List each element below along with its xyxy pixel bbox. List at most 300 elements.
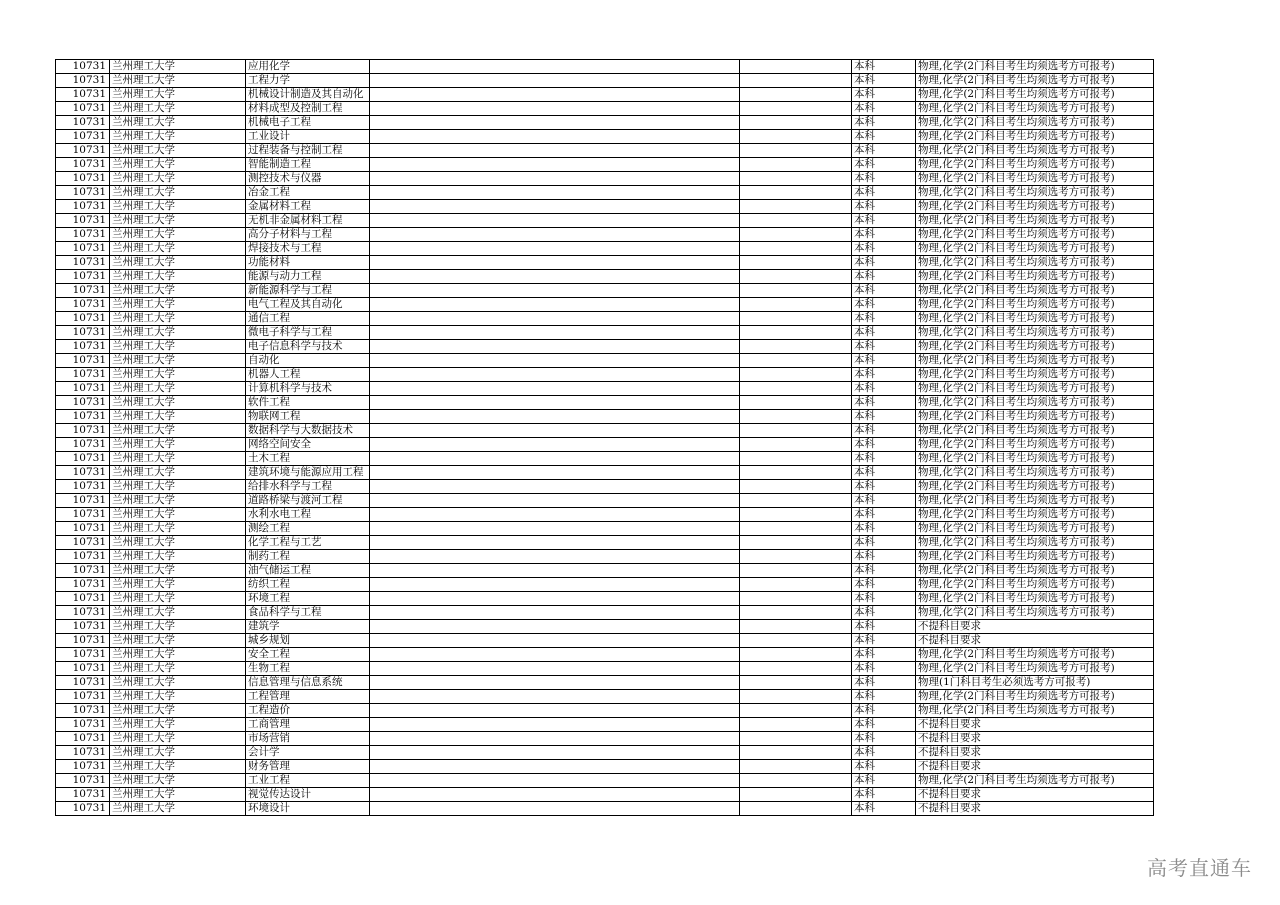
education-level-cell: 本科 xyxy=(852,312,916,326)
table-row xyxy=(56,326,1154,340)
education-level-cell: 本科 xyxy=(852,158,916,172)
empty-cell xyxy=(370,676,740,690)
education-level-cell: 本科 xyxy=(852,508,916,522)
school-code-cell: 10731 xyxy=(56,396,110,410)
subject-requirement-cell: 物理,化学(2门科目考生均须选考方可报考) xyxy=(916,214,1154,228)
school-code-cell: 10731 xyxy=(56,256,110,270)
empty-cell xyxy=(370,256,740,270)
subject-requirement-cell: 物理,化学(2门科目考生均须选考方可报考) xyxy=(916,438,1154,452)
subject-requirement-cell: 物理,化学(2门科目考生均须选考方可报考) xyxy=(916,298,1154,312)
table-row xyxy=(56,130,1154,144)
table-row xyxy=(56,284,1154,298)
subject-requirement-cell: 物理,化学(2门科目考生均须选考方可报考) xyxy=(916,606,1154,620)
empty-cell xyxy=(370,158,740,172)
empty-cell xyxy=(370,130,740,144)
table-row xyxy=(56,606,1154,620)
school-name-cell: 兰州理工大学 xyxy=(110,326,246,340)
table-row xyxy=(56,578,1154,592)
empty-cell xyxy=(740,242,852,256)
major-name-cell: 工商管理 xyxy=(246,718,370,732)
education-level-cell: 本科 xyxy=(852,690,916,704)
major-name-cell: 环境设计 xyxy=(246,802,370,816)
empty-cell xyxy=(370,480,740,494)
major-name-cell: 软件工程 xyxy=(246,396,370,410)
empty-cell xyxy=(740,592,852,606)
empty-cell xyxy=(370,172,740,186)
school-name-cell: 兰州理工大学 xyxy=(110,186,246,200)
education-level-cell: 本科 xyxy=(852,410,916,424)
education-level-cell: 本科 xyxy=(852,102,916,116)
subject-requirement-cell: 物理,化学(2门科目考生均须选考方可报考) xyxy=(916,158,1154,172)
table-row xyxy=(56,382,1154,396)
education-level-cell: 本科 xyxy=(852,284,916,298)
school-code-cell: 10731 xyxy=(56,312,110,326)
school-name-cell: 兰州理工大学 xyxy=(110,732,246,746)
school-code-cell: 10731 xyxy=(56,228,110,242)
subject-requirement-cell: 不提科目要求 xyxy=(916,746,1154,760)
table-row xyxy=(56,480,1154,494)
empty-cell xyxy=(740,200,852,214)
table-body xyxy=(56,60,1154,816)
school-code-cell: 10731 xyxy=(56,340,110,354)
school-code-cell: 10731 xyxy=(56,270,110,284)
empty-cell xyxy=(370,466,740,480)
school-code-cell: 10731 xyxy=(56,746,110,760)
education-level-cell: 本科 xyxy=(852,466,916,480)
school-name-cell: 兰州理工大学 xyxy=(110,578,246,592)
subject-requirement-cell: 物理,化学(2门科目考生均须选考方可报考) xyxy=(916,256,1154,270)
empty-cell xyxy=(370,788,740,802)
table-row xyxy=(56,312,1154,326)
school-code-cell: 10731 xyxy=(56,242,110,256)
education-level-cell: 本科 xyxy=(852,88,916,102)
education-level-cell: 本科 xyxy=(852,326,916,340)
subject-requirement-cell: 物理,化学(2门科目考生均须选考方可报考) xyxy=(916,662,1154,676)
major-name-cell: 财务管理 xyxy=(246,760,370,774)
subject-requirement-cell: 物理,化学(2门科目考生均须选考方可报考) xyxy=(916,200,1154,214)
education-level-cell: 本科 xyxy=(852,60,916,74)
empty-cell xyxy=(370,284,740,298)
empty-cell xyxy=(740,564,852,578)
school-name-cell: 兰州理工大学 xyxy=(110,144,246,158)
table-row xyxy=(56,340,1154,354)
empty-cell xyxy=(740,550,852,564)
school-name-cell: 兰州理工大学 xyxy=(110,704,246,718)
major-name-cell: 道路桥梁与渡河工程 xyxy=(246,494,370,508)
school-code-cell: 10731 xyxy=(56,130,110,144)
empty-cell xyxy=(370,270,740,284)
major-name-cell: 城乡规划 xyxy=(246,634,370,648)
empty-cell xyxy=(740,466,852,480)
school-code-cell: 10731 xyxy=(56,704,110,718)
school-name-cell: 兰州理工大学 xyxy=(110,270,246,284)
education-level-cell: 本科 xyxy=(852,480,916,494)
school-name-cell: 兰州理工大学 xyxy=(110,760,246,774)
school-name-cell: 兰州理工大学 xyxy=(110,382,246,396)
subject-requirement-cell: 物理,化学(2门科目考生均须选考方可报考) xyxy=(916,564,1154,578)
subject-requirement-cell: 物理,化学(2门科目考生均须选考方可报考) xyxy=(916,410,1154,424)
school-name-cell: 兰州理工大学 xyxy=(110,312,246,326)
school-code-cell: 10731 xyxy=(56,186,110,200)
school-code-cell: 10731 xyxy=(56,382,110,396)
subject-requirement-cell: 物理,化学(2门科目考生均须选考方可报考) xyxy=(916,144,1154,158)
major-name-cell: 建筑学 xyxy=(246,620,370,634)
education-level-cell: 本科 xyxy=(852,396,916,410)
school-name-cell: 兰州理工大学 xyxy=(110,452,246,466)
school-name-cell: 兰州理工大学 xyxy=(110,284,246,298)
table-row xyxy=(56,228,1154,242)
school-name-cell: 兰州理工大学 xyxy=(110,438,246,452)
subject-requirement-cell: 不提科目要求 xyxy=(916,788,1154,802)
school-code-cell: 10731 xyxy=(56,424,110,438)
table-row xyxy=(56,242,1154,256)
school-code-cell: 10731 xyxy=(56,802,110,816)
education-level-cell: 本科 xyxy=(852,144,916,158)
empty-cell xyxy=(370,382,740,396)
empty-cell xyxy=(370,200,740,214)
school-code-cell: 10731 xyxy=(56,718,110,732)
school-code-cell: 10731 xyxy=(56,564,110,578)
school-code-cell: 10731 xyxy=(56,550,110,564)
school-name-cell: 兰州理工大学 xyxy=(110,592,246,606)
school-code-cell: 10731 xyxy=(56,200,110,214)
empty-cell xyxy=(740,284,852,298)
school-code-cell: 10731 xyxy=(56,662,110,676)
school-code-cell: 10731 xyxy=(56,774,110,788)
school-name-cell: 兰州理工大学 xyxy=(110,718,246,732)
education-level-cell: 本科 xyxy=(852,634,916,648)
education-level-cell: 本科 xyxy=(852,662,916,676)
education-level-cell: 本科 xyxy=(852,382,916,396)
table-row xyxy=(56,662,1154,676)
empty-cell xyxy=(740,718,852,732)
empty-cell xyxy=(370,564,740,578)
subject-requirement-cell: 物理,化学(2门科目考生均须选考方可报考) xyxy=(916,494,1154,508)
subject-requirement-cell: 物理,化学(2门科目考生均须选考方可报考) xyxy=(916,704,1154,718)
education-level-cell: 本科 xyxy=(852,732,916,746)
empty-cell xyxy=(740,270,852,284)
major-name-cell: 纺织工程 xyxy=(246,578,370,592)
education-level-cell: 本科 xyxy=(852,270,916,284)
school-name-cell: 兰州理工大学 xyxy=(110,606,246,620)
education-level-cell: 本科 xyxy=(852,774,916,788)
school-name-cell: 兰州理工大学 xyxy=(110,466,246,480)
empty-cell xyxy=(370,648,740,662)
major-name-cell: 生物工程 xyxy=(246,662,370,676)
empty-cell xyxy=(370,144,740,158)
subject-requirement-cell: 物理,化学(2门科目考生均须选考方可报考) xyxy=(916,74,1154,88)
empty-cell xyxy=(740,74,852,88)
table-row xyxy=(56,788,1154,802)
education-level-cell: 本科 xyxy=(852,676,916,690)
major-name-cell: 环境工程 xyxy=(246,592,370,606)
subject-requirement-cell: 物理,化学(2门科目考生均须选考方可报考) xyxy=(916,326,1154,340)
school-code-cell: 10731 xyxy=(56,732,110,746)
empty-cell xyxy=(370,746,740,760)
subject-requirement-cell: 物理,化学(2门科目考生均须选考方可报考) xyxy=(916,242,1154,256)
empty-cell xyxy=(740,452,852,466)
school-code-cell: 10731 xyxy=(56,172,110,186)
school-code-cell: 10731 xyxy=(56,438,110,452)
education-level-cell: 本科 xyxy=(852,802,916,816)
empty-cell xyxy=(740,662,852,676)
empty-cell xyxy=(740,578,852,592)
empty-cell xyxy=(370,452,740,466)
subject-requirement-cell: 不提科目要求 xyxy=(916,732,1154,746)
school-code-cell: 10731 xyxy=(56,648,110,662)
table-row xyxy=(56,172,1154,186)
empty-cell xyxy=(370,494,740,508)
table-row xyxy=(56,466,1154,480)
empty-cell xyxy=(740,214,852,228)
table-row xyxy=(56,424,1154,438)
education-level-cell: 本科 xyxy=(852,214,916,228)
empty-cell xyxy=(370,718,740,732)
school-code-cell: 10731 xyxy=(56,522,110,536)
table-row xyxy=(56,718,1154,732)
empty-cell xyxy=(740,130,852,144)
school-code-cell: 10731 xyxy=(56,368,110,382)
education-level-cell: 本科 xyxy=(852,200,916,214)
school-code-cell: 10731 xyxy=(56,452,110,466)
education-level-cell: 本科 xyxy=(852,438,916,452)
table-row xyxy=(56,158,1154,172)
school-code-cell: 10731 xyxy=(56,690,110,704)
empty-cell xyxy=(740,620,852,634)
major-name-cell: 物联网工程 xyxy=(246,410,370,424)
empty-cell xyxy=(370,214,740,228)
empty-cell xyxy=(370,438,740,452)
major-name-cell: 智能制造工程 xyxy=(246,158,370,172)
table-row xyxy=(56,592,1154,606)
subject-requirement-cell: 物理,化学(2门科目考生均须选考方可报考) xyxy=(916,186,1154,200)
subject-requirement-cell: 物理,化学(2门科目考生均须选考方可报考) xyxy=(916,102,1154,116)
empty-cell xyxy=(370,298,740,312)
subject-requirement-cell: 物理(1门科目考生必须选考方可报考) xyxy=(916,676,1154,690)
major-name-cell: 焊接技术与工程 xyxy=(246,242,370,256)
major-name-cell: 工业工程 xyxy=(246,774,370,788)
education-level-cell: 本科 xyxy=(852,340,916,354)
subject-requirement-cell: 物理,化学(2门科目考生均须选考方可报考) xyxy=(916,340,1154,354)
table-row xyxy=(56,746,1154,760)
major-name-cell: 安全工程 xyxy=(246,648,370,662)
school-code-cell: 10731 xyxy=(56,116,110,130)
education-level-cell: 本科 xyxy=(852,424,916,438)
school-name-cell: 兰州理工大学 xyxy=(110,298,246,312)
subject-requirement-cell: 物理,化学(2门科目考生均须选考方可报考) xyxy=(916,522,1154,536)
table-row xyxy=(56,270,1154,284)
empty-cell xyxy=(740,690,852,704)
major-name-cell: 信息管理与信息系统 xyxy=(246,676,370,690)
school-name-cell: 兰州理工大学 xyxy=(110,480,246,494)
empty-cell xyxy=(370,88,740,102)
empty-cell xyxy=(740,494,852,508)
major-name-cell: 自动化 xyxy=(246,354,370,368)
table-row xyxy=(56,396,1154,410)
school-name-cell: 兰州理工大学 xyxy=(110,88,246,102)
empty-cell xyxy=(740,368,852,382)
school-name-cell: 兰州理工大学 xyxy=(110,130,246,144)
education-level-cell: 本科 xyxy=(852,760,916,774)
empty-cell xyxy=(740,88,852,102)
major-name-cell: 会计学 xyxy=(246,746,370,760)
table-row xyxy=(56,354,1154,368)
school-code-cell: 10731 xyxy=(56,326,110,340)
school-code-cell: 10731 xyxy=(56,74,110,88)
empty-cell xyxy=(740,732,852,746)
table-row xyxy=(56,550,1154,564)
empty-cell xyxy=(740,186,852,200)
education-level-cell: 本科 xyxy=(852,452,916,466)
subject-requirement-cell: 物理,化学(2门科目考生均须选考方可报考) xyxy=(916,396,1154,410)
major-name-cell: 视觉传达设计 xyxy=(246,788,370,802)
empty-cell xyxy=(370,116,740,130)
education-level-cell: 本科 xyxy=(852,298,916,312)
subject-requirement-cell: 物理,化学(2门科目考生均须选考方可报考) xyxy=(916,648,1154,662)
table-row xyxy=(56,508,1154,522)
subject-requirement-cell: 物理,化学(2门科目考生均须选考方可报考) xyxy=(916,466,1154,480)
table-row xyxy=(56,494,1154,508)
education-level-cell: 本科 xyxy=(852,256,916,270)
empty-cell xyxy=(370,606,740,620)
school-code-cell: 10731 xyxy=(56,158,110,172)
empty-cell xyxy=(370,802,740,816)
subject-requirement-cell: 物理,化学(2门科目考生均须选考方可报考) xyxy=(916,130,1154,144)
subject-requirement-cell: 物理,化学(2门科目考生均须选考方可报考) xyxy=(916,172,1154,186)
education-level-cell: 本科 xyxy=(852,368,916,382)
subject-requirement-cell: 物理,化学(2门科目考生均须选考方可报考) xyxy=(916,88,1154,102)
education-level-cell: 本科 xyxy=(852,354,916,368)
education-level-cell: 本科 xyxy=(852,522,916,536)
major-name-cell: 食品科学与工程 xyxy=(246,606,370,620)
school-name-cell: 兰州理工大学 xyxy=(110,620,246,634)
major-name-cell: 冶金工程 xyxy=(246,186,370,200)
school-name-cell: 兰州理工大学 xyxy=(110,242,246,256)
school-name-cell: 兰州理工大学 xyxy=(110,494,246,508)
subject-requirement-cell: 不提科目要求 xyxy=(916,620,1154,634)
table-row xyxy=(56,760,1154,774)
school-code-cell: 10731 xyxy=(56,508,110,522)
empty-cell xyxy=(370,186,740,200)
major-name-cell: 材料成型及控制工程 xyxy=(246,102,370,116)
school-name-cell: 兰州理工大学 xyxy=(110,256,246,270)
empty-cell xyxy=(370,550,740,564)
major-name-cell: 化学工程与工艺 xyxy=(246,536,370,550)
table-row xyxy=(56,452,1154,466)
education-level-cell: 本科 xyxy=(852,550,916,564)
empty-cell xyxy=(740,606,852,620)
empty-cell xyxy=(370,592,740,606)
empty-cell xyxy=(370,704,740,718)
school-code-cell: 10731 xyxy=(56,620,110,634)
subject-requirement-cell: 物理,化学(2门科目考生均须选考方可报考) xyxy=(916,116,1154,130)
table-row xyxy=(56,802,1154,816)
education-level-cell: 本科 xyxy=(852,116,916,130)
empty-cell xyxy=(370,340,740,354)
school-code-cell: 10731 xyxy=(56,298,110,312)
table-row xyxy=(56,74,1154,88)
major-name-cell: 测绘工程 xyxy=(246,522,370,536)
subject-requirement-cell: 物理,化学(2门科目考生均须选考方可报考) xyxy=(916,508,1154,522)
subject-requirement-cell: 物理,化学(2门科目考生均须选考方可报考) xyxy=(916,368,1154,382)
school-name-cell: 兰州理工大学 xyxy=(110,564,246,578)
table-row xyxy=(56,648,1154,662)
table-row xyxy=(56,410,1154,424)
table-row xyxy=(56,690,1154,704)
school-code-cell: 10731 xyxy=(56,676,110,690)
major-name-cell: 应用化学 xyxy=(246,60,370,74)
school-name-cell: 兰州理工大学 xyxy=(110,550,246,564)
school-code-cell: 10731 xyxy=(56,144,110,158)
education-level-cell: 本科 xyxy=(852,564,916,578)
table-row xyxy=(56,368,1154,382)
table-row xyxy=(56,214,1154,228)
major-name-cell: 高分子材料与工程 xyxy=(246,228,370,242)
subject-requirement-cell: 物理,化学(2门科目考生均须选考方可报考) xyxy=(916,578,1154,592)
major-name-cell: 市场营销 xyxy=(246,732,370,746)
school-name-cell: 兰州理工大学 xyxy=(110,802,246,816)
empty-cell xyxy=(740,116,852,130)
school-name-cell: 兰州理工大学 xyxy=(110,74,246,88)
empty-cell xyxy=(740,424,852,438)
major-name-cell: 通信工程 xyxy=(246,312,370,326)
empty-cell xyxy=(740,648,852,662)
empty-cell xyxy=(740,326,852,340)
school-name-cell: 兰州理工大学 xyxy=(110,214,246,228)
subject-requirement-cell: 物理,化学(2门科目考生均须选考方可报考) xyxy=(916,60,1154,74)
major-name-cell: 金属材料工程 xyxy=(246,200,370,214)
major-name-cell: 机械电子工程 xyxy=(246,116,370,130)
school-code-cell: 10731 xyxy=(56,494,110,508)
school-code-cell: 10731 xyxy=(56,592,110,606)
table-row xyxy=(56,102,1154,116)
empty-cell xyxy=(740,312,852,326)
education-level-cell: 本科 xyxy=(852,228,916,242)
subject-requirement-cell: 物理,化学(2门科目考生均须选考方可报考) xyxy=(916,270,1154,284)
empty-cell xyxy=(740,228,852,242)
subject-requirement-cell: 物理,化学(2门科目考生均须选考方可报考) xyxy=(916,480,1154,494)
school-name-cell: 兰州理工大学 xyxy=(110,158,246,172)
school-code-cell: 10731 xyxy=(56,354,110,368)
empty-cell xyxy=(740,256,852,270)
education-level-cell: 本科 xyxy=(852,172,916,186)
school-code-cell: 10731 xyxy=(56,606,110,620)
empty-cell xyxy=(370,74,740,88)
subject-requirement-cell: 不提科目要求 xyxy=(916,760,1154,774)
school-code-cell: 10731 xyxy=(56,480,110,494)
empty-cell xyxy=(370,326,740,340)
school-code-cell: 10731 xyxy=(56,578,110,592)
empty-cell xyxy=(740,508,852,522)
education-level-cell: 本科 xyxy=(852,620,916,634)
school-name-cell: 兰州理工大学 xyxy=(110,788,246,802)
school-name-cell: 兰州理工大学 xyxy=(110,634,246,648)
school-name-cell: 兰州理工大学 xyxy=(110,424,246,438)
subject-requirement-cell: 物理,化学(2门科目考生均须选考方可报考) xyxy=(916,690,1154,704)
empty-cell xyxy=(740,788,852,802)
subject-requirement-cell: 不提科目要求 xyxy=(916,634,1154,648)
major-name-cell: 水利水电工程 xyxy=(246,508,370,522)
school-name-cell: 兰州理工大学 xyxy=(110,102,246,116)
subject-requirement-cell: 物理,化学(2门科目考生均须选考方可报考) xyxy=(916,592,1154,606)
subject-requirement-cell: 物理,化学(2门科目考生均须选考方可报考) xyxy=(916,424,1154,438)
empty-cell xyxy=(370,774,740,788)
school-name-cell: 兰州理工大学 xyxy=(110,116,246,130)
education-level-cell: 本科 xyxy=(852,704,916,718)
major-name-cell: 工程力学 xyxy=(246,74,370,88)
empty-cell xyxy=(370,60,740,74)
empty-cell xyxy=(370,620,740,634)
